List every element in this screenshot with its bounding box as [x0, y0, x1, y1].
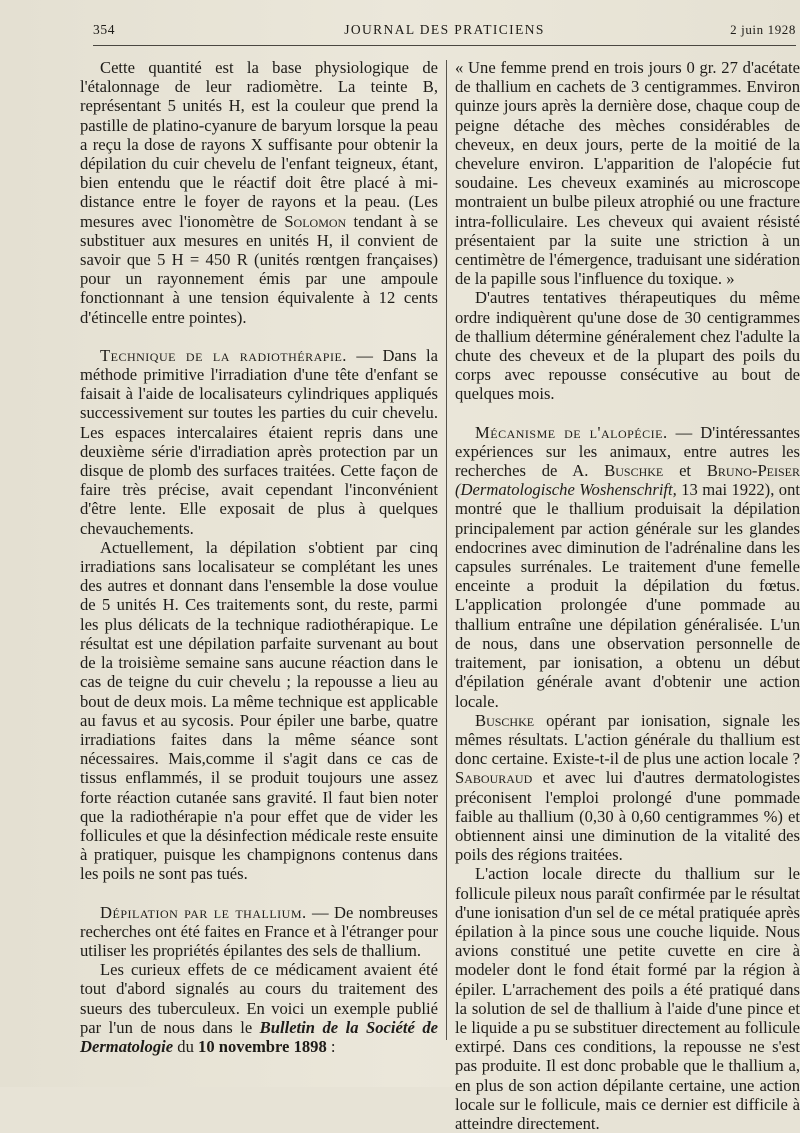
- paragraph-actuellement: Actuellement, la dépilation s'obtient par cinq irradiations sans localisateur se complétant les unes des autres et donnant dans l'ensemble la dose voulue de 5 unités H. Ces traitements sont, du reste, parmi les plus délicats de la technique radiothérapique. Le résultat est une dépilation parfaite survenant au bout de la troisième semaine sans aucune réaction dans le cas de teigne du cuir chevelu ; la repousse a lieu au bout de deux mois. La même technique est applicable au favus et au sycosis. Pour épiler une barbe, quatre irradiations faites dans la même séance sont nécessaires. Mais,comme il s'agit dans ce cas de tissus enflammés, il se produit toujours une assez forte réaction cutanée sans gravité. Il faut bien noter que la radiothérapie n'a pour effet que de vider les follicules et que la désinfection médicale reste ensuite à pratiquer, puisque les champignons contenus dans les poils ne sont pas tués.: [80, 537, 439, 884]
- section-heading-depilation: Dépilation par le thallium.: [100, 902, 307, 922]
- left-column: [80, 58, 438, 1056]
- journal-citation: Bulletin de la Société de Dermatologie: [80, 1017, 438, 1056]
- paragraph-etalonnage: Cette quantité est la base physiologique de l'étalonnage de leur radiomètre. La teinte B, représentant 5 unités H, est la couleur que prend la pastille de platino-cyanure de baryum lorsque la peau a reçu la dose de rayons X suffisante pour obtenir la dépilation du cuir chevelu de l'enfant teigneux, étant, bien entendu que le réactif doit être placé à mi-distance entre le foyer de rayons et la peau. (Les mesures avec l'ionomètre de Solomon tendant à se substituer aux mesures en unités H, il convient de savoir que 5 H = 450 R (unités rœntgen françaises) pour un rayonnement émis par une ampoule fonctionnant à une tension équivalente à 12 cents d'étincelle entre pointes).: [80, 58, 438, 327]
- paragraph-curieux-effets: Les curieux effets de ce médicament avaient été tout d'abord signalés au cours du traitement des sueurs des tuberculeux. En voici un exemple publié par l'un de nous dans le Bulletin de la Société de Dermatologie du 10 novembre 1898 :: [80, 960, 438, 1056]
- running-header: [93, 18, 796, 42]
- paragraph-buschke: Buschke opérant par ionisation, signale les mêmes résultats. L'action générale du thallium est donc certaine. Existe-t-il de plus une action locale ? Sabouraud et avec lui d'autres dermatologistes préconisent l'emploi prolongé d'une pommade faible au thallium (0,30 à 0,60 centigrammes %) et obtiennent ainsi une diminution de la vitalité des poils des régions traitées.: [455, 710, 800, 865]
- header-rule: [93, 45, 796, 46]
- journal-citation-2: (Dermatologische Woshenschrift,: [455, 480, 677, 500]
- section-heading-mecanisme: Mécanisme de l'alopécie.: [475, 422, 668, 442]
- section-heading-technique: Technique de la radiothérapie.: [100, 345, 347, 365]
- journal-title: JOURNAL DES PRATICIENS: [344, 22, 545, 37]
- right-column: [455, 58, 800, 1133]
- paragraph-autres-tentatives: D'autres tentatives thérapeutiques du même ordre indiquèrent qu'une dose de 30 centigrammes de thallium détermine généralement chez l'adulte la chute des cheveux et de la plupart des poils du corps avec repousse consécutive au bout de quelques mois.: [455, 288, 800, 404]
- issue-date: 2 juin 1928: [730, 22, 796, 37]
- paragraph-depilation-thallium: Dépilation par le thallium. — De nombreuses recherches ont été faites en France et à l'étranger pour utiliser les propriétés épilantes des sels de thallium.: [80, 902, 438, 960]
- paragraph-mecanisme: Mécanisme de l'alopécie. — D'intéressantes expériences sur les animaux, entre autres les recherches de A. Buschke et Bruno-Peiser (Dermatologische Woshenschrift, 13 mai 1922), ont montré que le thallium produisait la dépilation principalement par action générale sur les glandes endocrines avec diminution de l'adrénaline dans les capsules surrénales. Le traitement d'une femelle enceinte a produit la dépilation du fœtus. L'application prolongée d'une pommade au thallium entraîne une dépilation généralisée. L'un de nous, dans une observation personnelle de traitement, par ionisation, a obtenu un début d'épilation générale avant d'obtenir une action locale.: [455, 422, 800, 711]
- column-divider: [446, 60, 447, 1040]
- page-number: 354: [93, 22, 116, 37]
- paragraph-action-locale: L'action locale directe du thallium sur le follicule pileux nous paraît confirmée par le résultat d'une ionisation d'un sel de ce métal pratiquée après épilation à la pince sous une couche liquide. Nous avions constitué une petite cuvette en cire à modeler dont le fond était formé par la région à épiler. L'arrachement des poils a été pratiqué dans la solution de sel de thallium à l'aide d'une pince et le liquide a pu se substituer directement au follicule extirpé. Dans ces conditions, la repousse ne s'est pas produite. Il est donc probable que le thallium a, en plus de son action dépilante certaine, une action locale sur le follicule, mais ce dernier est difficile à atteindre directement.: [455, 864, 800, 1133]
- paragraph-technique: Technique de la radiothérapie. — Dans la méthode primitive l'irradiation d'une tête d'enfant se faisait à l'aide de localisateurs cylindriques appliqués successivement sur toutes les parties du cuir chevelu. Les espaces intercalaires étaient repris dans une deuxième série d'irradiation après protection par un disque de plomb des surfaces traitées. Cette façon de faire très précise, avait cependant l'inconvénient d'être lente. Elle exposait de plus à quelques chevauchements.: [80, 345, 438, 538]
- quotation-paragraph: « Une femme prend en trois jours 0 gr. 27 d'acétate de thallium en cachets de 3 centigrammes. Environ quinze jours après la dernière dose, chaque coup de peigne détache des mèches considérables de cheveux, en deux jours, perte de la moitié de la chevelure environ. L'apparition de l'alopécie fut soudaine. Les cheveux examinés au microscope montraient un bulbe pileux atrophié ou une fracture intra-folliculaire. Les cheveux qui avaient résisté présentaient par la suite une striction à un centimètre de l'émergence, traduisant une sidération de la papille sous l'influence du toxique. »: [455, 58, 800, 289]
